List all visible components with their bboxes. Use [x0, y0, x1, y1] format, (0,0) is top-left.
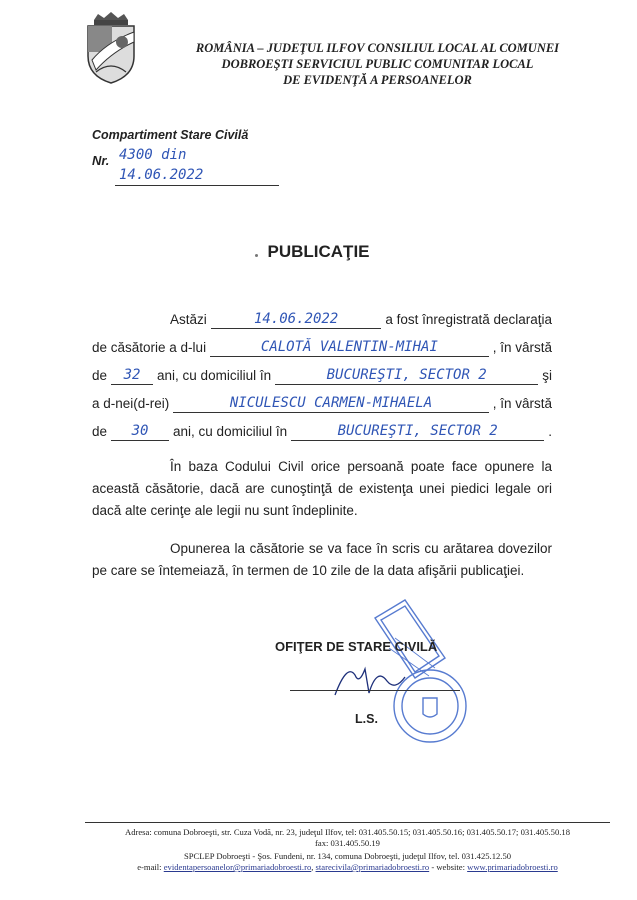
- bride-address: BUCUREŞTI, SECTOR 2: [291, 422, 544, 441]
- header-line-1: ROMÂNIA – JUDEŢUL ILFOV CONSILIUL LOCAL AL COMUNEI: [195, 41, 560, 55]
- page-title: PUBLICAŢIE: [267, 242, 370, 261]
- locus-sigilli: L.S.: [355, 712, 378, 726]
- compartment-label: Compartiment Stare Civilă: [92, 128, 249, 142]
- declaration-line-4: [92, 394, 552, 413]
- bride-domicile-label: ani, cu domiciliul în: [173, 424, 288, 439]
- end-dot: .: [548, 424, 552, 439]
- declaration-line-1: [92, 310, 552, 329]
- bride-de-label: de: [92, 424, 108, 439]
- officer-title: OFIŢER DE STARE CIVILĂ: [275, 639, 438, 654]
- bride-age: 30: [111, 422, 169, 441]
- declaration-line-2: [92, 338, 552, 357]
- bride-name: NICULESCU CARMEN-MIHAELA: [173, 394, 488, 413]
- header-line-2: DOBROEŞTI SERVICIUL PUBLIC COMUNITAR LOCAL: [221, 57, 534, 71]
- footer-divider: [85, 822, 610, 823]
- email-separator: ,: [311, 862, 316, 872]
- email-link-starecivila[interactable]: starecivila@primariadobroesti.ro: [315, 862, 430, 872]
- bride-label: a d-nei(d-rei): [92, 396, 170, 411]
- footer-address: Adresa: comuna Dobroeşti, str. Cuza Vodă, nr. 23, judeţul Ilfov, tel: 031.405.50.15; 031.405.50.16; 031.405.50.17; 031.405.50.18: [124, 827, 570, 837]
- declaration-registered-text: a fost înregistrată declaraţia: [385, 312, 552, 327]
- footer-contacts: [85, 862, 610, 873]
- footer-fax: fax: 031.405.50.19: [315, 838, 380, 848]
- opposition-paragraph: În baza Codului Civil orice persoană poate face opunere la această căsătorie, dacă are cunoştinţă de existenţa unei piedici legale ori dacă alte cerinţe ale legii nu sunt îndeplinite.: [92, 459, 552, 518]
- signature-line: [290, 690, 460, 691]
- bride-age-text: , în vârstă: [492, 396, 552, 411]
- groom-de-label: de: [92, 368, 108, 383]
- groom-domicile-label: ani, cu domiciliul în: [157, 368, 272, 383]
- officer-signature: [325, 655, 415, 700]
- stray-dot: [255, 254, 258, 257]
- groom-label: de căsătorie a d-lui: [92, 340, 207, 355]
- groom-name: CALOTĂ VALENTIN-MIHAI: [210, 338, 489, 357]
- website-label: - website:: [431, 862, 465, 872]
- declaration-line-5: [92, 422, 552, 441]
- deadline-paragraph: Opunerea la căsătorie se va face în scris cu arătarea dovezilor pe care se întemeiază, în termen de 10 zile de la data afişării publicaţiei.: [92, 541, 552, 578]
- and-conjunction: şi: [542, 368, 552, 383]
- institution-header: [150, 40, 605, 88]
- declaration-date: 14.06.2022: [211, 310, 382, 329]
- footer-spclep: SPCLEP Dobroeşti - Şos. Fundeni, nr. 134, comuna Dobroeşti, judeţul Ilfov, tel. 031.425.12.50: [183, 851, 512, 861]
- registration-number: 4300 din 14.06.2022: [115, 145, 279, 186]
- website-link[interactable]: www.primariadobroesti.ro: [467, 862, 558, 872]
- declaration-line-3: [92, 366, 552, 385]
- header-line-3: DE EVIDENŢĂ A PERSOANELOR: [283, 73, 472, 87]
- astazi-label: Astăzi: [170, 312, 207, 327]
- groom-age: 32: [111, 366, 153, 385]
- email-label: e-mail:: [137, 862, 162, 872]
- coat-of-arms-emblem: [82, 12, 140, 84]
- email-link-evidenta[interactable]: evidentapersoanelor@primariadobroesti.ro: [163, 862, 312, 872]
- number-label: Nr.: [92, 153, 110, 168]
- groom-age-text: , în vârstă: [492, 340, 552, 355]
- groom-address: BUCUREŞTI, SECTOR 2: [275, 366, 538, 385]
